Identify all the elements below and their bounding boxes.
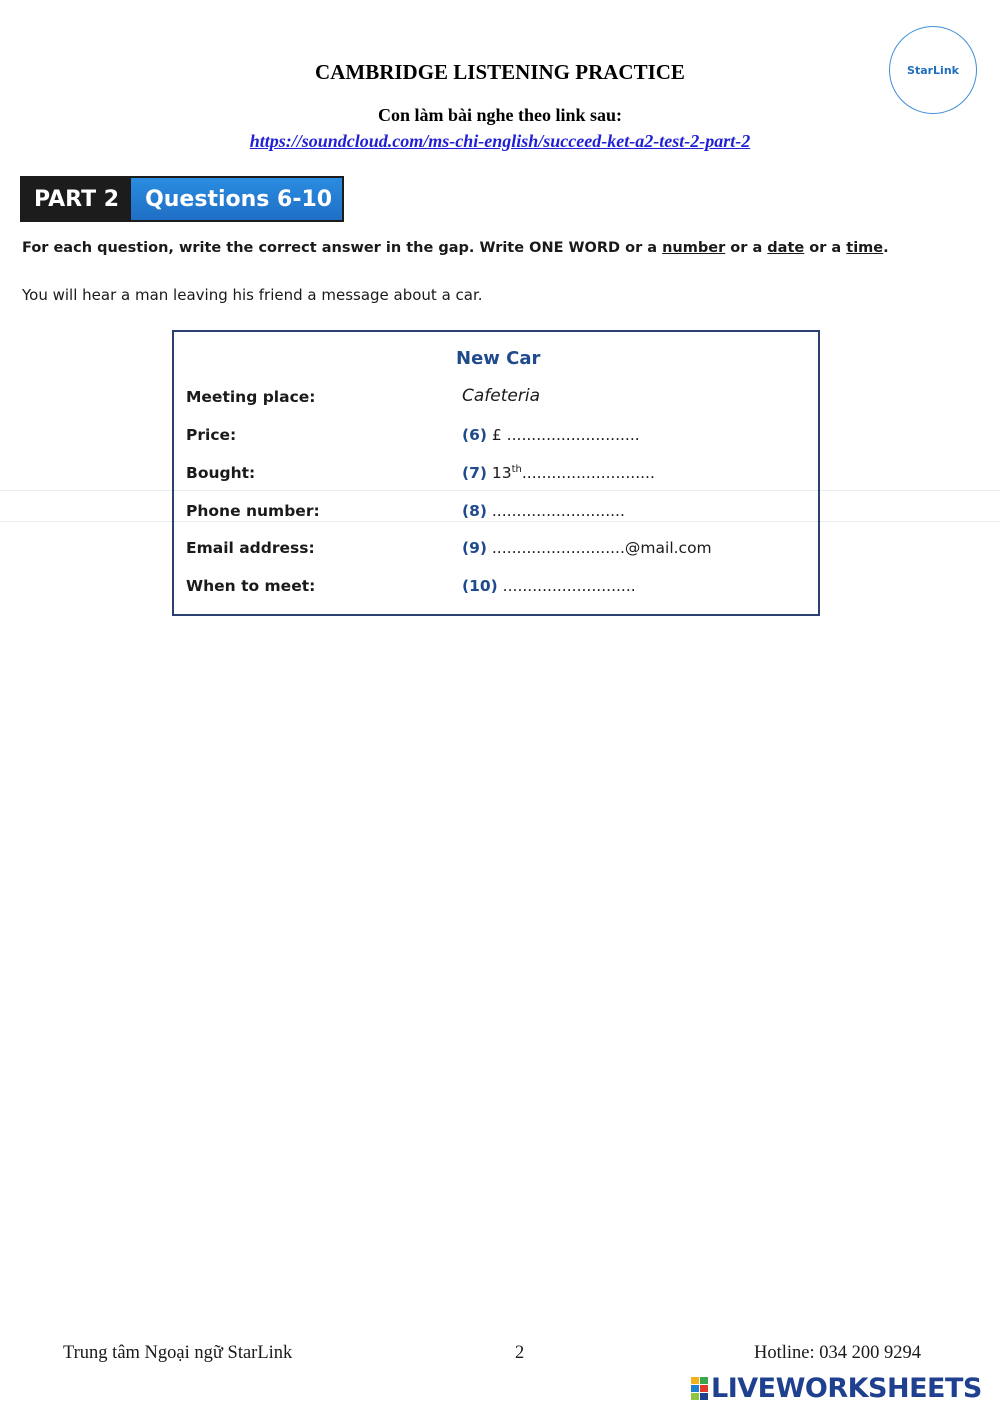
row-value[interactable] <box>462 426 640 444</box>
part-label: PART 2 <box>20 176 131 222</box>
icon-block <box>691 1393 699 1400</box>
row-label: Bought: <box>186 464 256 482</box>
footer-center-name: Trung tâm Ngoại ngữ StarLink <box>63 1343 293 1363</box>
soundcloud-link[interactable]: https://soundcloud.com/ms-chi-english/succeed-ket-a2-test-2-part-2 <box>249 131 751 151</box>
row-value[interactable] <box>462 464 655 482</box>
instruction-date: date <box>767 240 805 256</box>
answer-gap[interactable]: £ ........................... <box>486 426 640 444</box>
form-row-when-to-meet <box>174 577 818 607</box>
liveworksheets-logo <box>690 1373 982 1404</box>
instruction-end: . <box>883 240 889 256</box>
liveworksheets-icon <box>690 1377 708 1401</box>
instruction-number: number <box>662 240 726 256</box>
answer-gap[interactable]: ........................... <box>497 577 636 595</box>
answer-prefix: 13 <box>486 464 512 483</box>
part-banner <box>20 176 344 222</box>
instruction-time: time <box>846 240 884 256</box>
logo-text: StarLink <box>907 63 959 77</box>
new-car-form <box>172 330 820 616</box>
context-text: You will hear a man leaving his friend a message about a car. <box>22 286 483 304</box>
starlink-logo <box>889 26 977 114</box>
row-value: Cafeteria <box>462 386 540 406</box>
row-value[interactable] <box>462 539 712 557</box>
question-number: (9) <box>462 539 487 557</box>
instruction-prefix: For each question, write the correct answer in the gap. Write ONE WORD or a <box>22 240 663 256</box>
row-label: When to meet: <box>186 577 316 595</box>
answer-gap[interactable]: ........................... <box>486 502 625 520</box>
questions-label: Questions 6-10 <box>131 176 344 222</box>
row-label: Email address: <box>186 539 315 557</box>
question-number: (7) <box>462 464 487 483</box>
footer-hotline: Hotline: 034 200 9294 <box>754 1343 922 1363</box>
form-row-meeting-place <box>174 388 818 418</box>
icon-block <box>700 1385 708 1392</box>
answer-gap[interactable]: ........................... <box>521 464 655 483</box>
page-title: CAMBRIDGE LISTENING PRACTICE <box>315 60 685 84</box>
page-subtitle: Con làm bài nghe theo link sau: <box>377 105 623 125</box>
form-row-phone <box>174 502 818 532</box>
question-number: (8) <box>462 502 487 520</box>
row-value[interactable] <box>462 577 636 595</box>
row-value[interactable] <box>462 502 625 520</box>
row-label: Price: <box>186 426 237 444</box>
form-row-price <box>174 426 818 456</box>
form-row-email <box>174 539 818 569</box>
liveworksheets-text: LIVEWORKSHEETS <box>711 1373 982 1404</box>
row-label: Phone number: <box>186 502 320 520</box>
icon-block <box>700 1393 708 1400</box>
icon-block <box>700 1377 708 1384</box>
icon-block <box>691 1377 699 1384</box>
ordinal-suffix: th <box>511 464 522 475</box>
instruction-or-1: or a <box>725 240 768 256</box>
form-title: New Car <box>456 348 541 369</box>
icon-block <box>691 1385 699 1392</box>
instruction-text <box>22 240 982 256</box>
question-number: (10) <box>462 577 498 595</box>
row-label: Meeting place: <box>186 388 316 406</box>
footer-page-number: 2 <box>515 1343 525 1363</box>
form-row-bought <box>174 464 818 494</box>
answer-gap[interactable]: ...........................@mail.com <box>486 539 712 557</box>
question-number: (6) <box>462 426 487 444</box>
instruction-or-2: or a <box>804 240 847 256</box>
